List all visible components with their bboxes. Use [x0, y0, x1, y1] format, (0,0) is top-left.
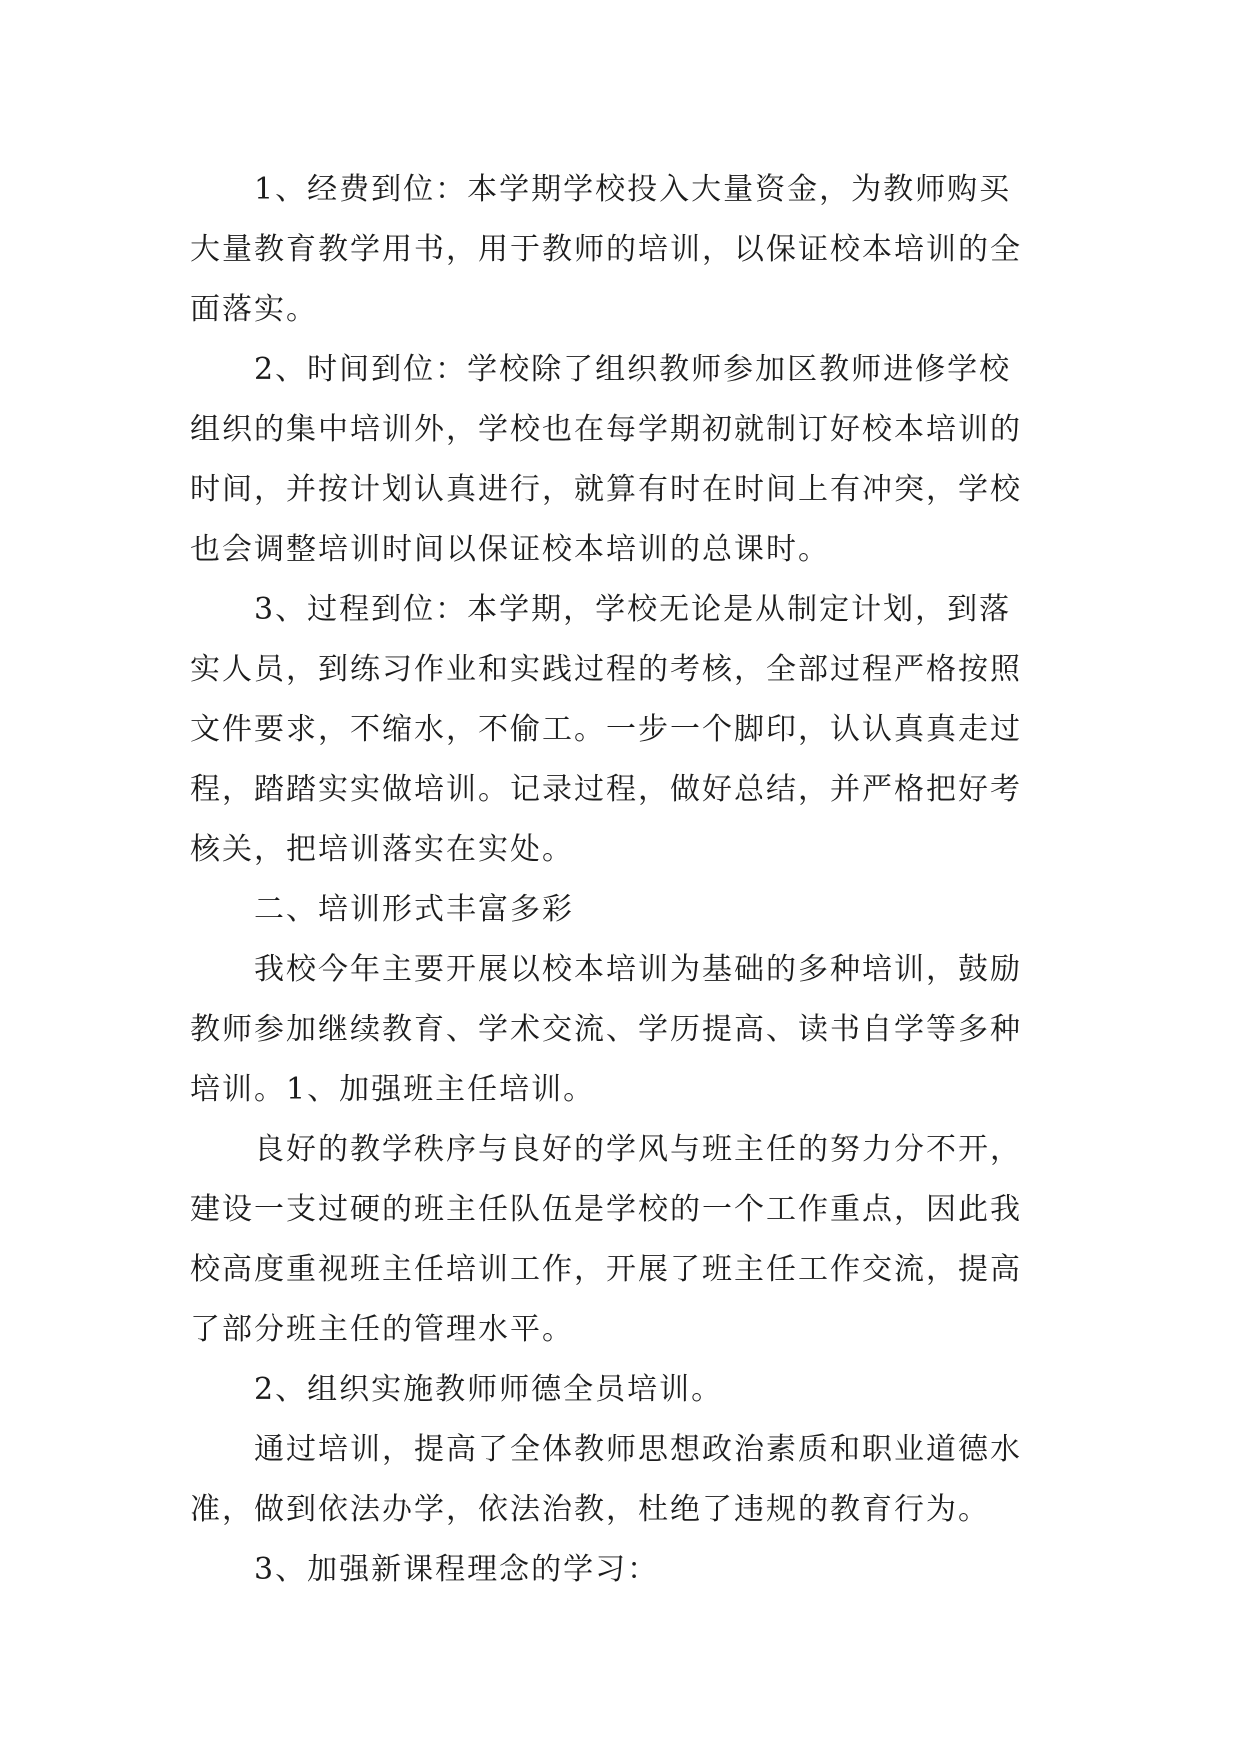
document-body — [190, 160, 1070, 1600]
text-line: 2、时间到位：学校除了组织教师参加区教师进修学校 — [254, 352, 1012, 387]
text-line: 面落实。 — [190, 292, 318, 327]
text-line: 3、过程到位：本学期，学校无论是从制定计划，到落 — [254, 592, 1012, 627]
subheading-ethics-training — [190, 1360, 1070, 1420]
text-line: 也会调整培训时间以保证校本培训的总课时。 — [190, 532, 830, 567]
text-line: 了部分班主任的管理水平。 — [190, 1312, 574, 1347]
text-line: 培训。1、加强班主任培训。 — [190, 1072, 596, 1107]
paragraph-training-overview — [190, 940, 1070, 1120]
text-line: 教师参加继续教育、学术交流、学历提高、读书自学等多种 — [190, 1012, 1022, 1047]
heading-line: 二、培训形式丰富多彩 — [254, 892, 574, 927]
text-line: 通过培训，提高了全体教师思想政治素质和职业道德水 — [254, 1432, 1022, 1467]
paragraph-funding — [190, 160, 1070, 340]
text-line: 良好的教学秩序与良好的学风与班主任的努力分不开， — [254, 1132, 1022, 1167]
subheading-new-curriculum — [190, 1540, 1070, 1600]
text-line: 1、经费到位：本学期学校投入大量资金，为教师购买 — [254, 172, 1012, 207]
text-line: 我校今年主要开展以校本培训为基础的多种培训，鼓励 — [254, 952, 1022, 987]
text-line: 校高度重视班主任培训工作，开展了班主任工作交流，提高 — [190, 1252, 1022, 1287]
text-line: 时间，并按计划认真进行，就算有时在时间上有冲突，学校 — [190, 472, 1022, 507]
paragraph-process — [190, 580, 1070, 880]
text-line: 程，踏踏实实做培训。记录过程，做好总结，并严格把好考 — [190, 772, 1022, 807]
text-line: 核关，把培训落实在实处。 — [190, 832, 574, 867]
paragraph-time — [190, 340, 1070, 580]
text-line: 组织的集中培训外，学校也在每学期初就制订好校本培训的 — [190, 412, 1022, 447]
text-line: 实人员，到练习作业和实践过程的考核，全部过程严格按照 — [190, 652, 1022, 687]
paragraph-ethics-results — [190, 1420, 1070, 1540]
text-line: 文件要求，不缩水，不偷工。一步一个脚印，认认真真走过 — [190, 712, 1022, 747]
heading-line: 3、加强新课程理念的学习： — [254, 1552, 660, 1587]
text-line: 建设一支过硬的班主任队伍是学校的一个工作重点，因此我 — [190, 1192, 1022, 1227]
heading-line: 2、组织实施教师师德全员培训。 — [254, 1372, 724, 1407]
text-line: 准，做到依法办学，依法治教，杜绝了违规的教育行为。 — [190, 1492, 990, 1527]
paragraph-head-teacher — [190, 1120, 1070, 1360]
section-heading-training-forms — [190, 880, 1070, 940]
text-line: 大量教育教学用书，用于教师的培训，以保证校本培训的全 — [190, 232, 1022, 267]
